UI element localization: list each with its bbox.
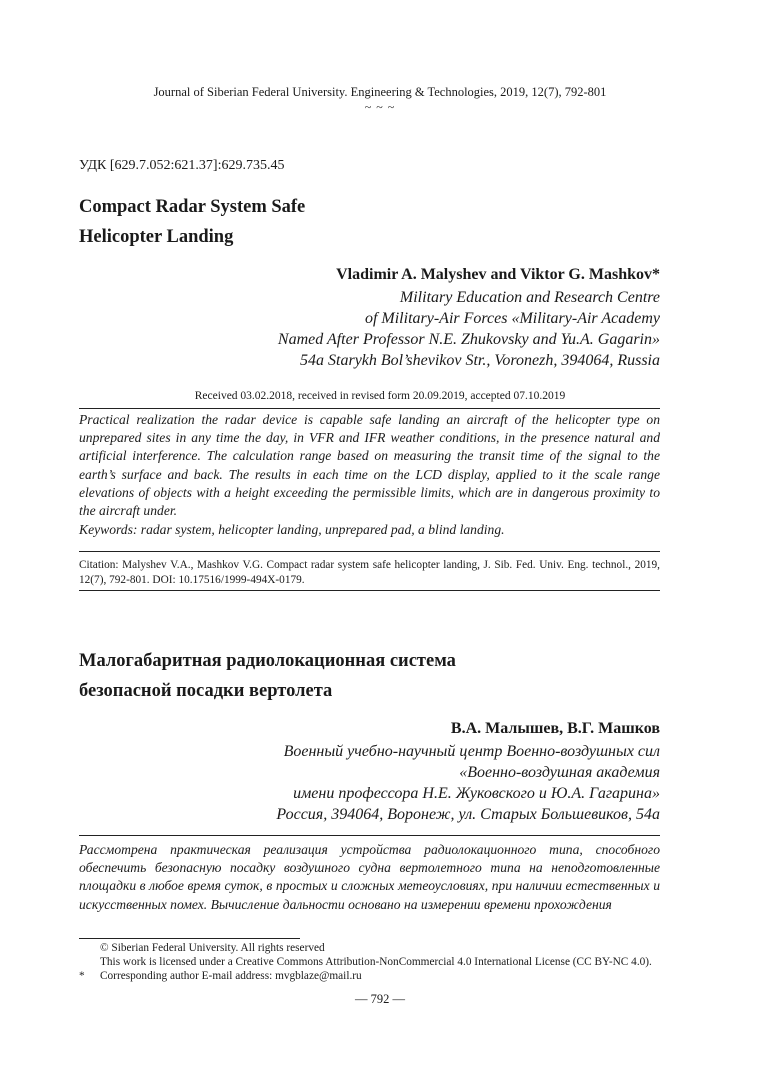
title-line: Малогабаритная радиолокационная система: [79, 651, 456, 671]
affiliation-line: «Военно-воздушная академия: [459, 764, 660, 781]
copyright-text: © Siberian Federal University. All rights reserved: [100, 942, 325, 954]
affiliation-line: Military Education and Research Centre: [399, 289, 660, 306]
page-number: — 792 —: [355, 992, 405, 1006]
keywords-en: Keywords: radar system, helicopter landing, unprepared pad, a blind landing.: [79, 522, 505, 537]
authors-ru: В.А. Малышев, В.Г. Машков: [450, 720, 660, 737]
footnote-license: [79, 956, 652, 970]
footnotes: [79, 942, 652, 983]
header-ornament: ~ ~ ~: [364, 100, 396, 114]
title-line: безопасной посадки вертолета: [79, 681, 333, 701]
authors-en: Vladimir A. Malyshev and Viktor G. Mashkov*: [336, 266, 660, 283]
journal-header: Journal of Siberian Federal University. Engineering & Technologies, 2019, 12(7), 792-801: [153, 85, 607, 99]
affiliation-line: of Military-Air Forces «Military-Air Academy: [364, 310, 660, 327]
license-text: This work is licensed under a Creative Commons Attribution-NonCommercial 4.0 International License (CC BY-NC 4.0).: [100, 955, 652, 968]
citation: Citation: Malyshev V.A., Mashkov V.G. Compact radar system safe helicopter landing, J. Sib. Fed. Univ. Eng. technol., 2019, 12(7), 792-801. DOI: 10.17516/1999-494X-0179.: [79, 559, 660, 586]
article-title-en: [79, 192, 305, 252]
abstract-en: Practical realization the radar device is capable safe landing an aircraft of the helicopter type on unprepared sites in any time the day, in VFR and IFR weather conditions, in the presence natural and artificial interference. The calculation range based on measuring the transit time of the signal to the earth’s surface and back. The results in each time on the LCD display, applied to it the scale range elevations of objects with a height exceeding the permissible limits, which are in dangerous proximity to the aircraft under.: [79, 412, 660, 519]
footnote-copyright: [79, 942, 652, 956]
affiliation-line: 54a Starykh Bol’shevikov Str., Voronezh, 394064, Russia: [300, 352, 660, 369]
article-title-ru: [79, 646, 456, 706]
abstract-ru: Рассмотрена практическая реализация устройства радиолокационного типа, способного обеспечить безопасную посадку воздушного судна вертолетного типа на неподготовленные площадки в любое время суток, в простых и сложных метеоусловиях, при наличии естественных и искусственных помех. Вычисление дальности основано на измерении времени прохождения: [79, 842, 660, 912]
title-line: Helicopter Landing: [79, 227, 234, 247]
abstract-ru-top-rule: [79, 835, 660, 836]
affiliation-line: имени профессора Н.Е. Жуковского и Ю.А. Гагарина»: [293, 785, 660, 802]
footnote-corresponding: [79, 970, 652, 984]
affiliation-line: Военный учебно-научный центр Военно-воздушных сил: [283, 743, 660, 760]
affiliation-en: [60, 287, 660, 371]
corresponding-author-email: Corresponding author E-mail address: mvgblaze@mail.ru: [100, 969, 362, 982]
received-dates: Received 03.02.2018, received in revised form 20.09.2019, accepted 07.10.2019: [194, 390, 566, 402]
affiliation-ru: [60, 741, 660, 825]
footnote-mark: *: [79, 969, 85, 982]
affiliation-line: Named After Professor N.E. Zhukovsky and Yu.A. Gagarin»: [277, 331, 660, 348]
footnote-rule: [79, 938, 300, 939]
udk-code: УДК [629.7.052:621.37]:629.735.45: [79, 158, 285, 173]
citation-top-rule: [79, 551, 660, 552]
citation-bottom-rule: [79, 590, 660, 591]
abstract-top-rule: [79, 408, 660, 409]
affiliation-line: Россия, 394064, Воронеж, ул. Старых Большевиков, 54а: [276, 806, 660, 823]
title-line: Compact Radar System Safe: [79, 197, 306, 217]
